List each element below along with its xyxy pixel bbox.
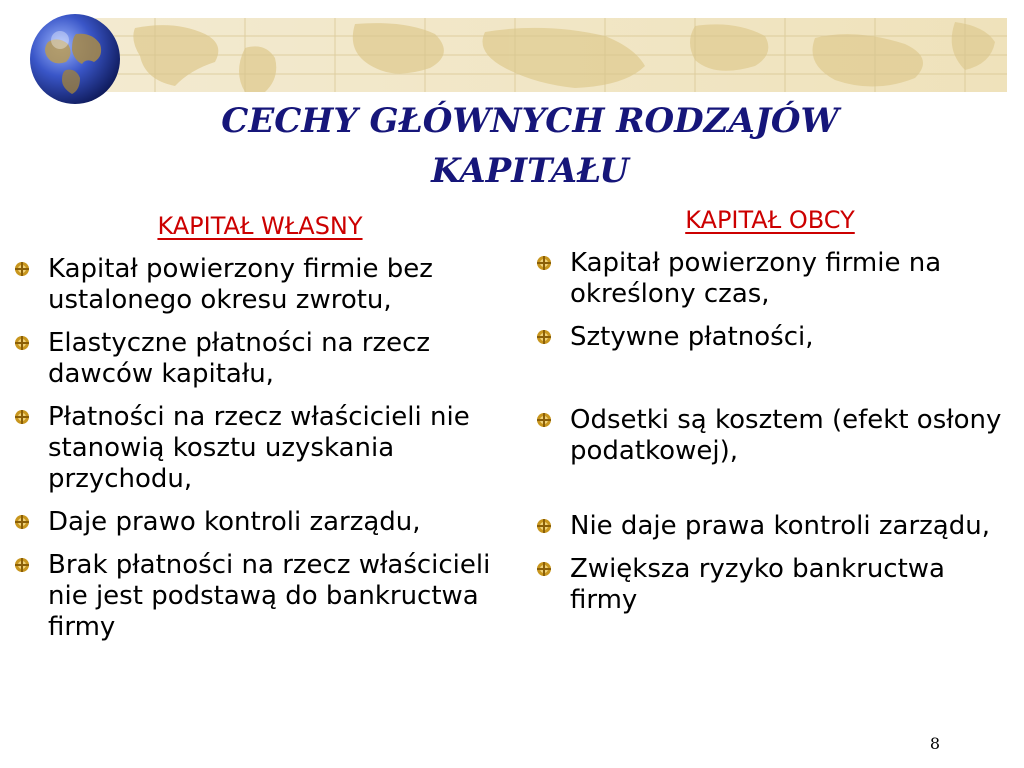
bullet-icon (14, 409, 30, 425)
bullet-icon (536, 518, 552, 534)
world-map-banner (95, 18, 1007, 92)
list-item-text: Kapitał powierzony firmie na określony czas, (570, 248, 942, 309)
list-item-text: Sztywne płatności, (570, 322, 814, 352)
bullet-icon (536, 561, 552, 577)
list-item (8, 254, 498, 316)
equity-list (8, 254, 498, 643)
list-item-text: Elastyczne płatności na rzecz dawców kapitału, (48, 328, 431, 389)
bullet-icon (14, 557, 30, 573)
debt-heading: KAPITAŁ OBCY (685, 206, 855, 234)
list-item (8, 550, 498, 643)
list-item-text: Nie daje prawa kontroli zarządu, (570, 511, 990, 541)
list-item (530, 405, 1010, 467)
list-item-text: Odsetki są kosztem (efekt osłony podatkowej), (570, 405, 1002, 466)
list-item-text: Zwiększa ryzyko bankructwa firmy (570, 554, 945, 615)
bullet-icon (536, 412, 552, 428)
list-item-text: Daje prawo kontroli zarządu, (48, 507, 421, 537)
bullet-icon (536, 255, 552, 271)
bullet-icon (14, 261, 30, 277)
bullet-icon (14, 514, 30, 530)
page-number: 8 (929, 734, 940, 753)
equity-column (8, 210, 498, 655)
slide-title: CECHY GŁÓWNYCH RODZAJÓW KAPITAŁU (221, 101, 839, 191)
bullet-icon (14, 335, 30, 351)
list-item-text: Kapitał powierzony firmie bez ustalonego okresu zwrotu, (48, 254, 433, 315)
list-item (530, 554, 1010, 616)
bullet-icon (536, 329, 552, 345)
debt-column (530, 204, 1010, 628)
globe-icon (28, 12, 122, 106)
list-item (8, 402, 498, 495)
debt-list (530, 248, 1010, 616)
list-item (530, 322, 1010, 353)
list-item (8, 328, 498, 390)
list-item (8, 507, 498, 538)
list-item-text: Płatności na rzecz właścicieli nie stanowią kosztu uzyskania przychodu, (48, 402, 470, 494)
equity-heading: KAPITAŁ WŁASNY (157, 212, 363, 240)
list-item-text: Brak płatności na rzecz właścicieli nie jest podstawą do bankructwa firmy (48, 550, 491, 642)
list-item (530, 511, 1010, 542)
list-item (530, 248, 1010, 310)
